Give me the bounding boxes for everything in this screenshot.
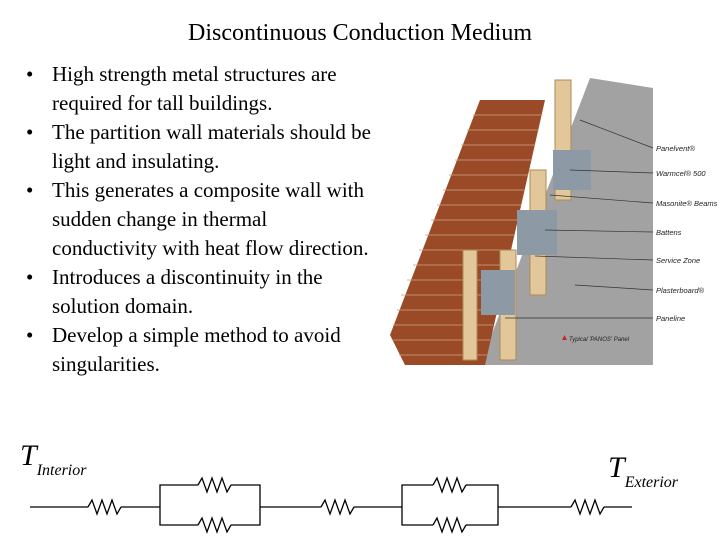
- bullet-dot: •: [26, 120, 34, 144]
- bullet-dot: •: [26, 62, 34, 86]
- bullet-dot: •: [26, 178, 34, 202]
- resistor-icon: [198, 478, 231, 492]
- bullet-item: [26, 321, 376, 379]
- wall-label: Masonite® Beams: [656, 199, 718, 208]
- wire: [354, 485, 433, 525]
- bullet-item: [26, 118, 376, 176]
- timber-stud: [463, 250, 477, 360]
- wire: [466, 485, 571, 525]
- resistor-icon: [433, 518, 466, 532]
- insulation-block: [481, 270, 515, 315]
- resistor-icon: [433, 478, 466, 492]
- thermal-resistance-circuit: [28, 476, 640, 536]
- insulation-block: [517, 210, 557, 255]
- resistor-icon: [88, 500, 121, 514]
- t-subscript: Exterior: [624, 474, 679, 491]
- composite-wall-illustration: [385, 60, 718, 390]
- resistor-icon: [321, 500, 354, 514]
- bullet-dot: •: [26, 323, 34, 347]
- wall-label: Warmcel® 500: [656, 169, 706, 178]
- bullet-text: Introduces a discontinuity in the solution domain.: [52, 265, 323, 318]
- wire: [121, 485, 198, 525]
- bullet-item: [26, 60, 376, 118]
- bullet-text: The partition wall materials should be light and insulating.: [52, 120, 371, 173]
- wall-label: Service Zone: [656, 256, 701, 265]
- bullet-item: [26, 176, 376, 263]
- wire: [231, 485, 321, 525]
- bullet-dot: •: [26, 265, 34, 289]
- bullet-list: [26, 60, 376, 379]
- t-symbol: T: [20, 439, 37, 472]
- slide-title: Discontinuous Conduction Medium: [188, 20, 532, 46]
- wall-label: Plasterboard®: [656, 286, 705, 295]
- t-subscript: Interior: [36, 462, 87, 479]
- bullet-item: [26, 263, 376, 321]
- bullet-text: This generates a composite wall with sudden change in thermal conductivity with heat flow direction.: [52, 178, 369, 260]
- t-symbol: T: [608, 451, 625, 484]
- figure-caption: Typical 'PANOS' Panel: [569, 337, 630, 343]
- bullet-text: Develop a simple method to avoid singularities.: [52, 323, 341, 376]
- resistor-icon: [571, 500, 604, 514]
- wall-label: Panelvent®: [656, 144, 695, 153]
- resistor-icon: [198, 518, 231, 532]
- wall-label: Battens: [656, 228, 682, 237]
- bullet-text: High strength metal structures are required for tall buildings.: [52, 62, 337, 115]
- wall-label: Paneline: [656, 314, 686, 323]
